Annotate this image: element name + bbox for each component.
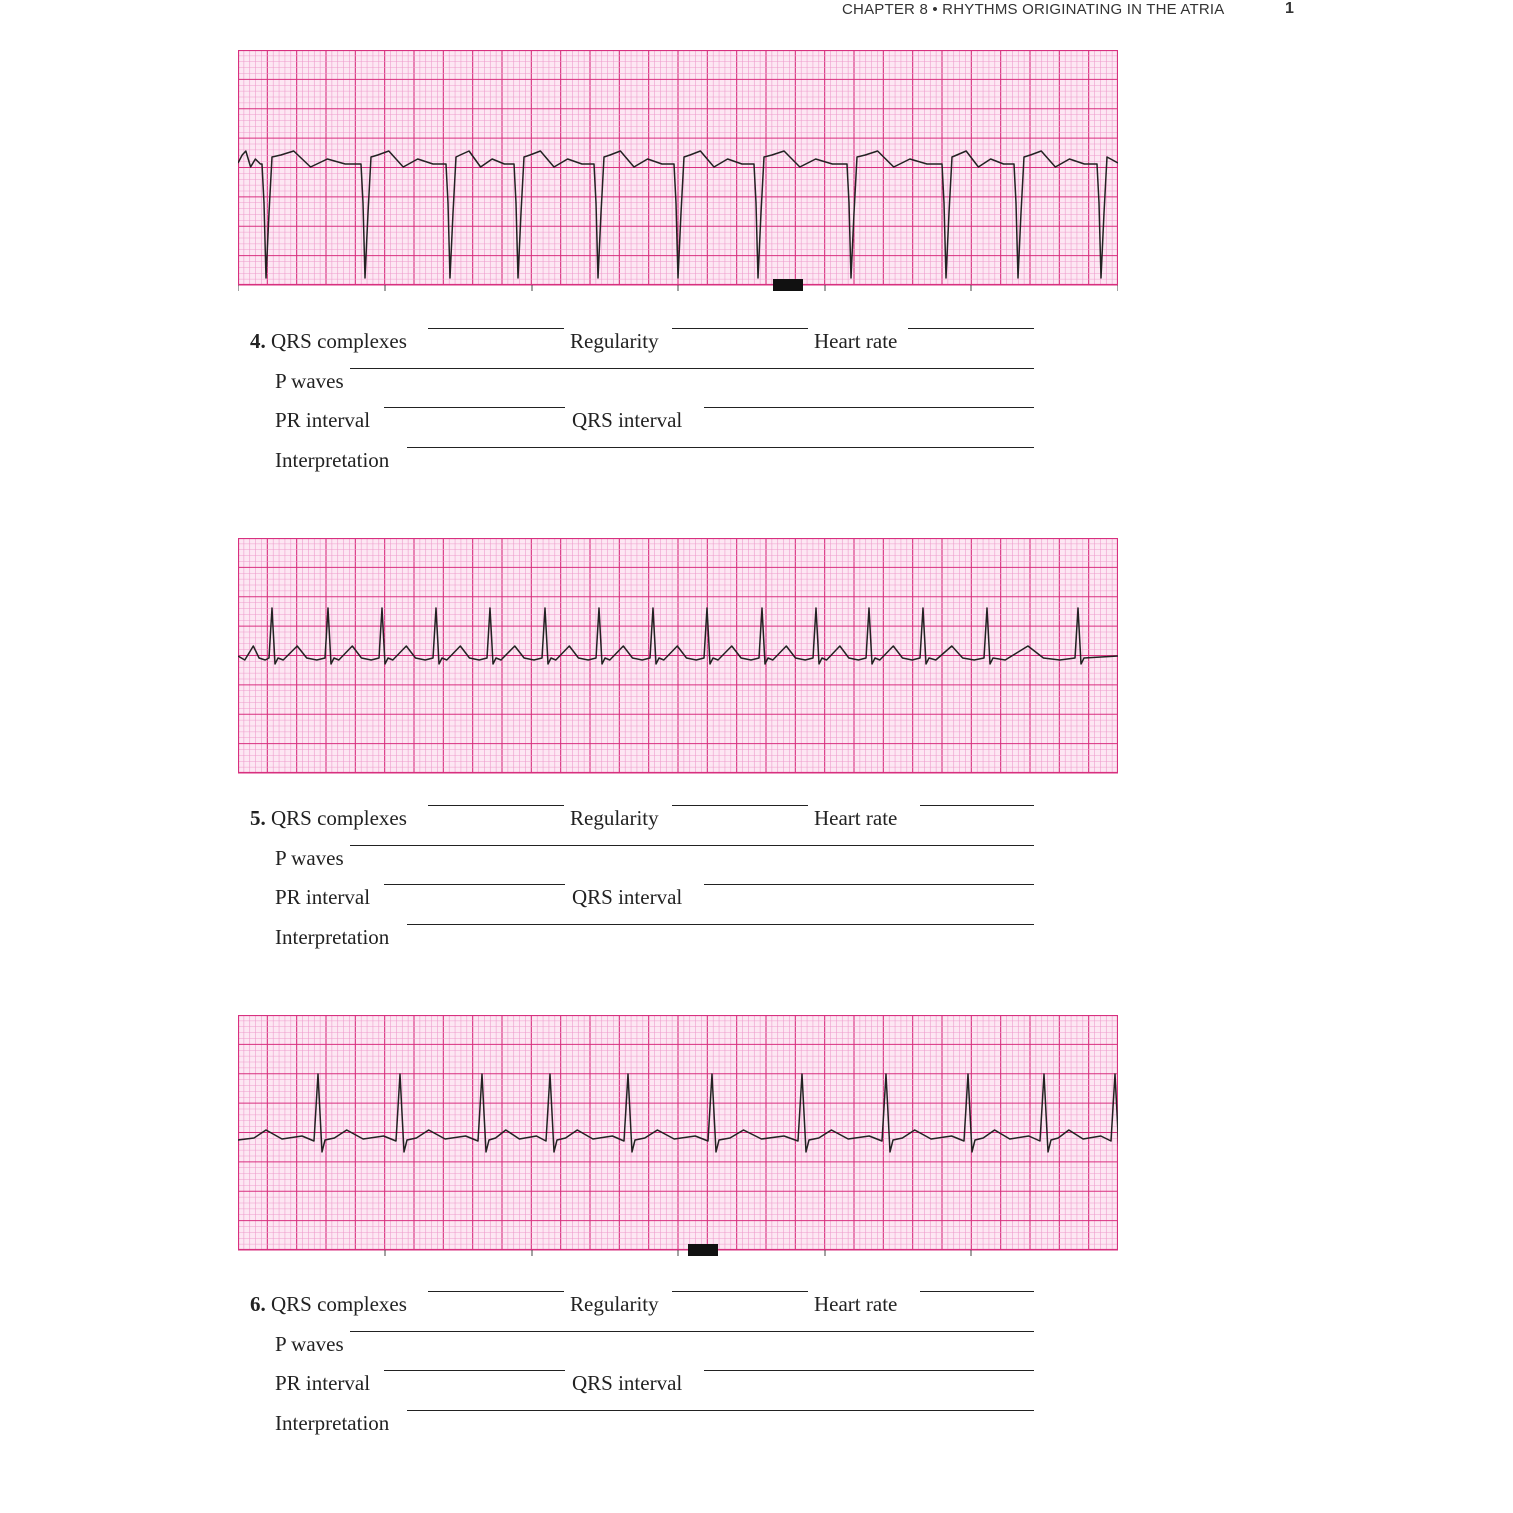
exercise-row-2 <box>250 1331 1050 1371</box>
exercise-row-1 <box>250 328 1050 368</box>
calibration-marker <box>773 279 803 291</box>
exercise-6 <box>250 1291 1050 1449</box>
interpretation-label: Interpretation <box>275 924 390 949</box>
p-waves-blank[interactable] <box>350 368 1034 369</box>
ecg-strip-4-svg <box>238 50 1118 293</box>
regularity-label: Regularity <box>570 329 659 353</box>
qrs-complexes-blank[interactable] <box>428 805 564 806</box>
pr-interval-blank[interactable] <box>384 1370 565 1371</box>
pr-interval-blank[interactable] <box>384 884 565 885</box>
qrs-complexes-blank[interactable] <box>428 328 564 329</box>
exercise-5 <box>250 805 1050 963</box>
pr-interval-label: PR interval <box>275 408 371 432</box>
qrs-interval-label: QRS interval <box>572 1371 683 1395</box>
pr-interval-blank[interactable] <box>384 407 565 408</box>
heart-rate-blank[interactable] <box>920 805 1034 806</box>
regularity-label: Regularity <box>570 806 659 830</box>
exercise-row-3 <box>250 1370 1050 1410</box>
qrs-complexes-label: QRS complexes <box>271 806 407 830</box>
exercise-4 <box>250 328 1050 486</box>
qrs-interval-blank[interactable] <box>704 884 1034 885</box>
heart-rate-blank[interactable] <box>908 328 1034 329</box>
ecg-strip-6 <box>238 1015 1118 1250</box>
exercise-number: 6. <box>250 1292 266 1316</box>
exercise-row-4 <box>250 447 1050 487</box>
qrs-interval-blank[interactable] <box>704 1370 1034 1371</box>
page-number: 1 <box>1285 0 1295 17</box>
exercise-row-3 <box>250 407 1050 447</box>
ecg-strip-5 <box>238 538 1118 773</box>
qrs-complexes-blank[interactable] <box>428 1291 564 1292</box>
ecg-strip-4 <box>238 50 1118 285</box>
qrs-complexes-label: QRS complexes <box>271 1292 407 1316</box>
heart-rate-label: Heart rate <box>814 1292 898 1316</box>
p-waves-label: P waves <box>275 1331 344 1356</box>
pr-interval-label: PR interval <box>275 1371 371 1395</box>
qrs-interval-label: QRS interval <box>572 408 683 432</box>
exercise-row-4 <box>250 924 1050 964</box>
ecg-strip-5-svg <box>238 538 1118 781</box>
chapter-title: CHAPTER 8 • RHYTHMS ORIGINATING IN THE ATRIA <box>842 1 1225 18</box>
exercise-row-3 <box>250 884 1050 924</box>
regularity-label: Regularity <box>570 1292 659 1316</box>
interpretation-label: Interpretation <box>275 447 390 472</box>
exercise-number: 4. <box>250 329 266 353</box>
p-waves-label: P waves <box>275 368 344 393</box>
p-waves-label: P waves <box>275 845 344 870</box>
interpretation-blank[interactable] <box>407 924 1034 925</box>
pr-interval-label: PR interval <box>275 885 371 909</box>
calibration-marker <box>688 1244 718 1256</box>
heart-rate-label: Heart rate <box>814 806 898 830</box>
interpretation-blank[interactable] <box>407 447 1034 448</box>
exercise-row-2 <box>250 368 1050 408</box>
interpretation-blank[interactable] <box>407 1410 1034 1411</box>
qrs-interval-label: QRS interval <box>572 885 683 909</box>
regularity-blank[interactable] <box>672 805 808 806</box>
heart-rate-label: Heart rate <box>814 329 898 353</box>
heart-rate-blank[interactable] <box>920 1291 1034 1292</box>
p-waves-blank[interactable] <box>350 1331 1034 1332</box>
ecg-strip-6-svg <box>238 1015 1118 1258</box>
exercise-row-4 <box>250 1410 1050 1450</box>
running-head <box>842 0 1302 22</box>
qrs-complexes-label: QRS complexes <box>271 329 407 353</box>
exercise-row-1 <box>250 805 1050 845</box>
p-waves-blank[interactable] <box>350 845 1034 846</box>
regularity-blank[interactable] <box>672 328 808 329</box>
exercise-row-1 <box>250 1291 1050 1331</box>
interpretation-label: Interpretation <box>275 1410 390 1435</box>
exercise-number: 5. <box>250 806 266 830</box>
qrs-interval-blank[interactable] <box>704 407 1034 408</box>
regularity-blank[interactable] <box>672 1291 808 1292</box>
exercise-row-2 <box>250 845 1050 885</box>
